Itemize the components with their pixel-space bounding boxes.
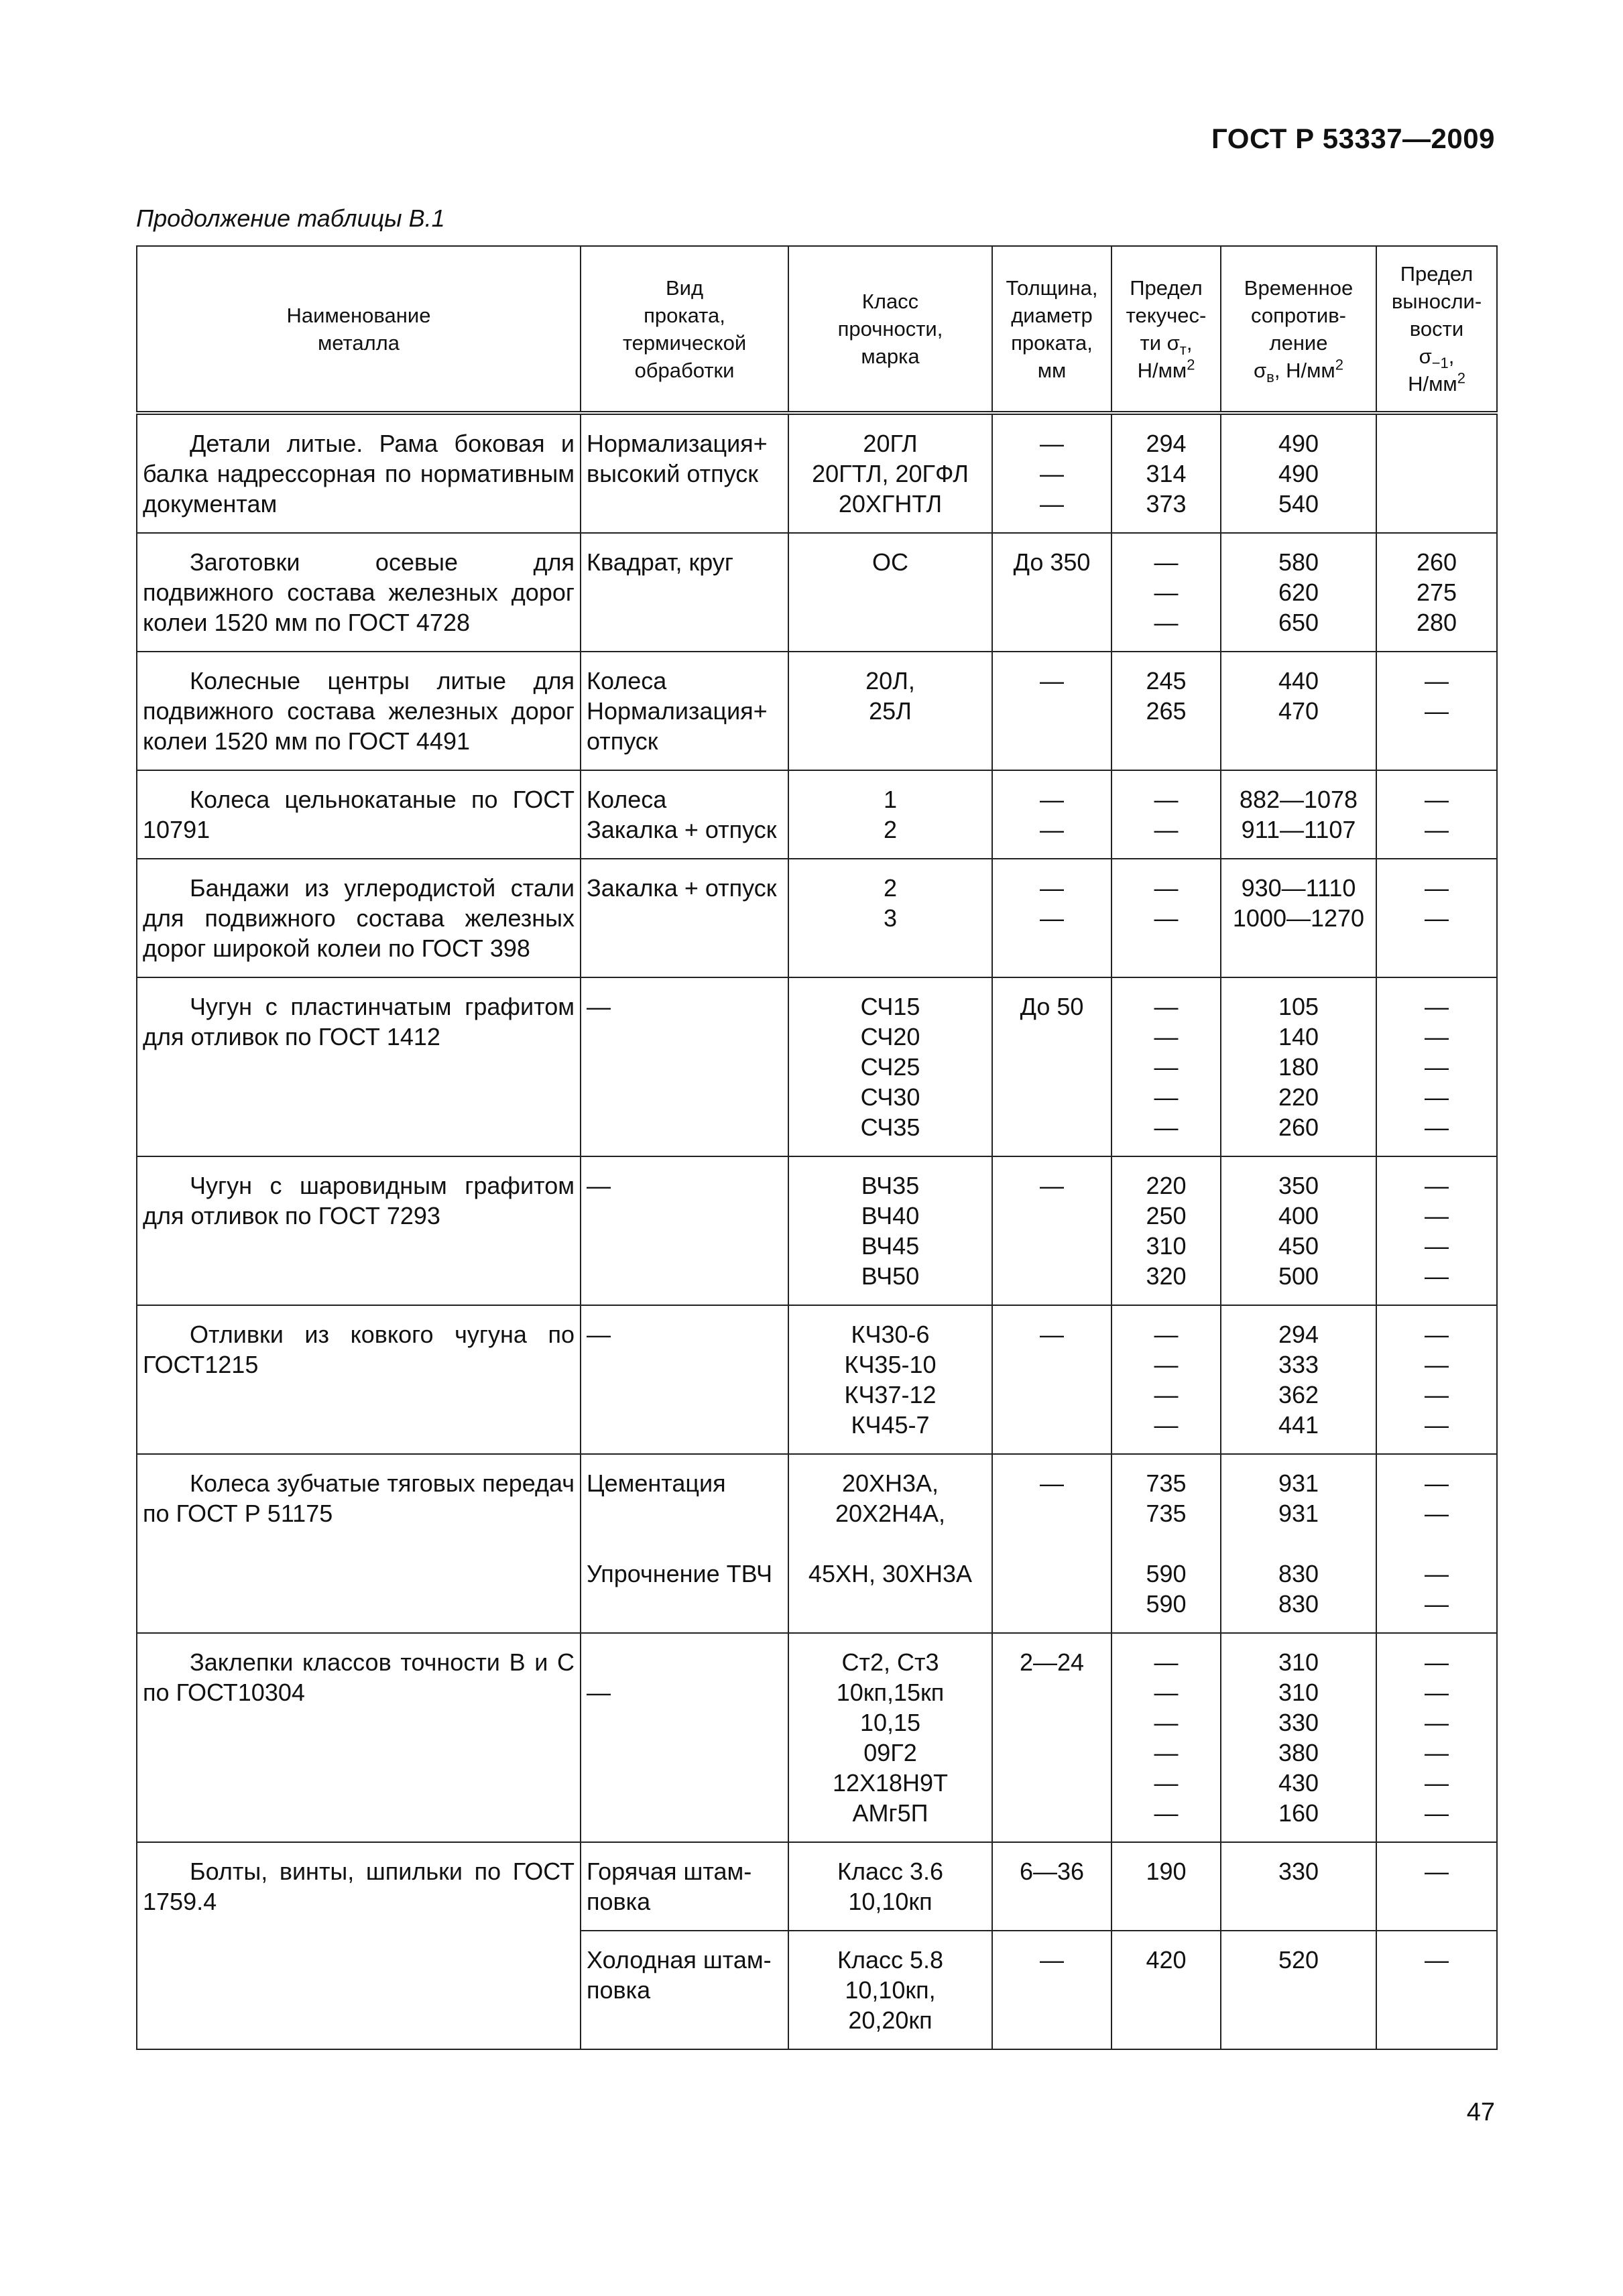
thickness-cell: — (992, 1305, 1111, 1454)
yield-cell: — — (1111, 770, 1221, 859)
metal-name-cell: Колесные центры литые для подвижного состава железных дорог колеи 1520 мм по ГОСТ 4491 (137, 652, 581, 770)
type-cell: Квадрат, круг (581, 533, 788, 652)
metal-name-cell: Болты, винты, шпильки по ГОСТ 1759.4 (137, 1842, 581, 2049)
tensile-cell: 330 (1221, 1842, 1376, 1931)
grade-cell: 20Л, 25Л (788, 652, 992, 770)
tensile-cell: 580 620 650 (1221, 533, 1376, 652)
yield-cell: 190 (1111, 1842, 1221, 1931)
type-cell: Горячая штам- повка (581, 1842, 788, 1931)
yield-cell: — — — (1111, 533, 1221, 652)
properties-table (136, 245, 1498, 2050)
table-row (137, 1156, 1497, 1305)
yield-cell: — — — — — (1111, 977, 1221, 1156)
type-cell: Колеса Нормализация+ отпуск (581, 652, 788, 770)
type-cell: Колеса Закалка + отпуск (581, 770, 788, 859)
table-row (137, 652, 1497, 770)
endurance-cell: 260 275 280 (1376, 533, 1497, 652)
yield-cell: 420 (1111, 1931, 1221, 2049)
type-cell: Нормализация+ высокий отпуск (581, 413, 788, 533)
yield-cell: 220 250 310 320 (1111, 1156, 1221, 1305)
tensile-cell: 440 470 (1221, 652, 1376, 770)
thickness-cell: 6—36 (992, 1842, 1111, 1931)
grade-cell: Класс 5.8 10,10кп, 20,20кп (788, 1931, 992, 2049)
metal-name-cell: Чугун с шаровидным графитом для отливок по ГОСТ 7293 (137, 1156, 581, 1305)
thickness-cell: 2—24 (992, 1633, 1111, 1842)
thickness-cell: — — (992, 770, 1111, 859)
thickness-cell: — (992, 1931, 1111, 2049)
metal-name-cell: Отливки из ковкого чугуна по ГОСТ1215 (137, 1305, 581, 1454)
col-header-tensile: Временное сопротив- ление $\sigma_в$, $Н/мм^2$ (1221, 246, 1376, 413)
table-caption: Продолжение таблицы В.1 (136, 204, 445, 232)
yield-cell: — — — — (1111, 1305, 1221, 1454)
tensile-cell: 105 140 180 220 260 (1221, 977, 1376, 1156)
table-row (137, 533, 1497, 652)
type-cell: Цементация Упрочнение ТВЧ (581, 1454, 788, 1633)
grade-cell: 2 3 (788, 859, 992, 977)
endurance-cell (1376, 413, 1497, 533)
grade-cell: Ст2, Ст3 10кп,15кп 10,15 09Г2 12Х18Н9Т АМг5П (788, 1633, 992, 1842)
endurance-cell: — — — — (1376, 1156, 1497, 1305)
metal-name-cell: Бандажи из углеродистой стали для подвижного состава железных дорог широкой колеи по ГОСТ 398 (137, 859, 581, 977)
type-cell: — (581, 1305, 788, 1454)
endurance-cell: — — — — (1376, 1305, 1497, 1454)
thickness-cell: — — — (992, 413, 1111, 533)
grade-cell: ОС (788, 533, 992, 652)
tensile-cell: 930—1110 1000—1270 (1221, 859, 1376, 977)
metal-name-cell: Заготовки осевые для подвижного состава железных дорог колеи 1520 мм по ГОСТ 4728 (137, 533, 581, 652)
yield-cell: 245 265 (1111, 652, 1221, 770)
tensile-cell: 882—1078 911—1107 (1221, 770, 1376, 859)
tensile-cell: 490 490 540 (1221, 413, 1376, 533)
endurance-cell: — — — — — (1376, 977, 1497, 1156)
col-header-type: Вид проката, термической обработки (581, 246, 788, 413)
type-cell: — (581, 1156, 788, 1305)
table-row (137, 977, 1497, 1156)
page-number: 47 (1466, 2098, 1495, 2126)
tensile-cell: 350 400 450 500 (1221, 1156, 1376, 1305)
thickness-cell: — (992, 1156, 1111, 1305)
table-row (137, 1305, 1497, 1454)
standard-header: ГОСТ Р 53337—2009 (1211, 123, 1495, 154)
endurance-cell: — — (1376, 770, 1497, 859)
metal-name-cell: Колеса цельнокатаные по ГОСТ 10791 (137, 770, 581, 859)
yield-cell: 735 735 590 590 (1111, 1454, 1221, 1633)
endurance-cell: — — (1376, 859, 1497, 977)
endurance-cell: — (1376, 1842, 1497, 1931)
endurance-cell: — — — — (1376, 1454, 1497, 1633)
thickness-cell: — (992, 652, 1111, 770)
type-cell: Закалка + отпуск (581, 859, 788, 977)
grade-cell: 20ГЛ 20ГТЛ, 20ГФЛ 20ХГНТЛ (788, 413, 992, 533)
metal-name-cell: Заклепки классов точности В и С по ГОСТ10304 (137, 1633, 581, 1842)
col-header-endurance: Предел выносли- вости $\sigma_{-1}$, $Н/мм^2$ (1376, 246, 1497, 413)
grade-cell: КЧ30-6 КЧ35-10 КЧ37-12 КЧ45-7 (788, 1305, 992, 1454)
yield-cell: 294 314 373 (1111, 413, 1221, 533)
tensile-cell: 310 310 330 380 430 160 (1221, 1633, 1376, 1842)
grade-cell: СЧ15 СЧ20 СЧ25 СЧ30 СЧ35 (788, 977, 992, 1156)
table-row (137, 1842, 1497, 1931)
tensile-cell: 294 333 362 441 (1221, 1305, 1376, 1454)
endurance-cell: — — (1376, 652, 1497, 770)
endurance-cell: — — — — — — (1376, 1633, 1497, 1842)
type-cell: — (581, 1633, 788, 1842)
col-header-name: Наименование металла (137, 246, 581, 413)
tensile-cell: 931 931 830 830 (1221, 1454, 1376, 1633)
grade-cell: Класс 3.6 10,10кп (788, 1842, 992, 1931)
type-cell: Холодная штам- повка (581, 1931, 788, 2049)
table-row (137, 1633, 1497, 1842)
yield-cell: — — (1111, 859, 1221, 977)
grade-cell: 1 2 (788, 770, 992, 859)
thickness-cell: До 50 (992, 977, 1111, 1156)
table-row (137, 859, 1497, 977)
col-header-thickness: Толщина, диаметр проката, мм (992, 246, 1111, 413)
metal-name-cell: Детали литые. Рама боковая и балка надрессорная по нормативным документам (137, 413, 581, 533)
table-row (137, 1454, 1497, 1633)
type-cell: — (581, 977, 788, 1156)
yield-cell: — — — — — — (1111, 1633, 1221, 1842)
metal-name-cell: Колеса зубчатые тяговых передач по ГОСТ Р 51175 (137, 1454, 581, 1633)
col-header-grade: Класс прочности, марка (788, 246, 992, 413)
thickness-cell: — (992, 1454, 1111, 1633)
endurance-cell: — (1376, 1931, 1497, 2049)
thickness-cell: До 350 (992, 533, 1111, 652)
table-row (137, 413, 1497, 533)
thickness-cell: — — (992, 859, 1111, 977)
table-row (137, 770, 1497, 859)
tensile-cell: 520 (1221, 1931, 1376, 2049)
grade-cell: 20ХН3А, 20Х2Н4А, 45ХН, 30ХН3А (788, 1454, 992, 1633)
col-header-yield: Предел текучес- ти $\sigma_т$, $Н/мм^2$ (1111, 246, 1221, 413)
grade-cell: ВЧ35 ВЧ40 ВЧ45 ВЧ50 (788, 1156, 992, 1305)
metal-name-cell: Чугун с пластинчатым графитом для отливок по ГОСТ 1412 (137, 977, 581, 1156)
table-header (137, 246, 1497, 413)
